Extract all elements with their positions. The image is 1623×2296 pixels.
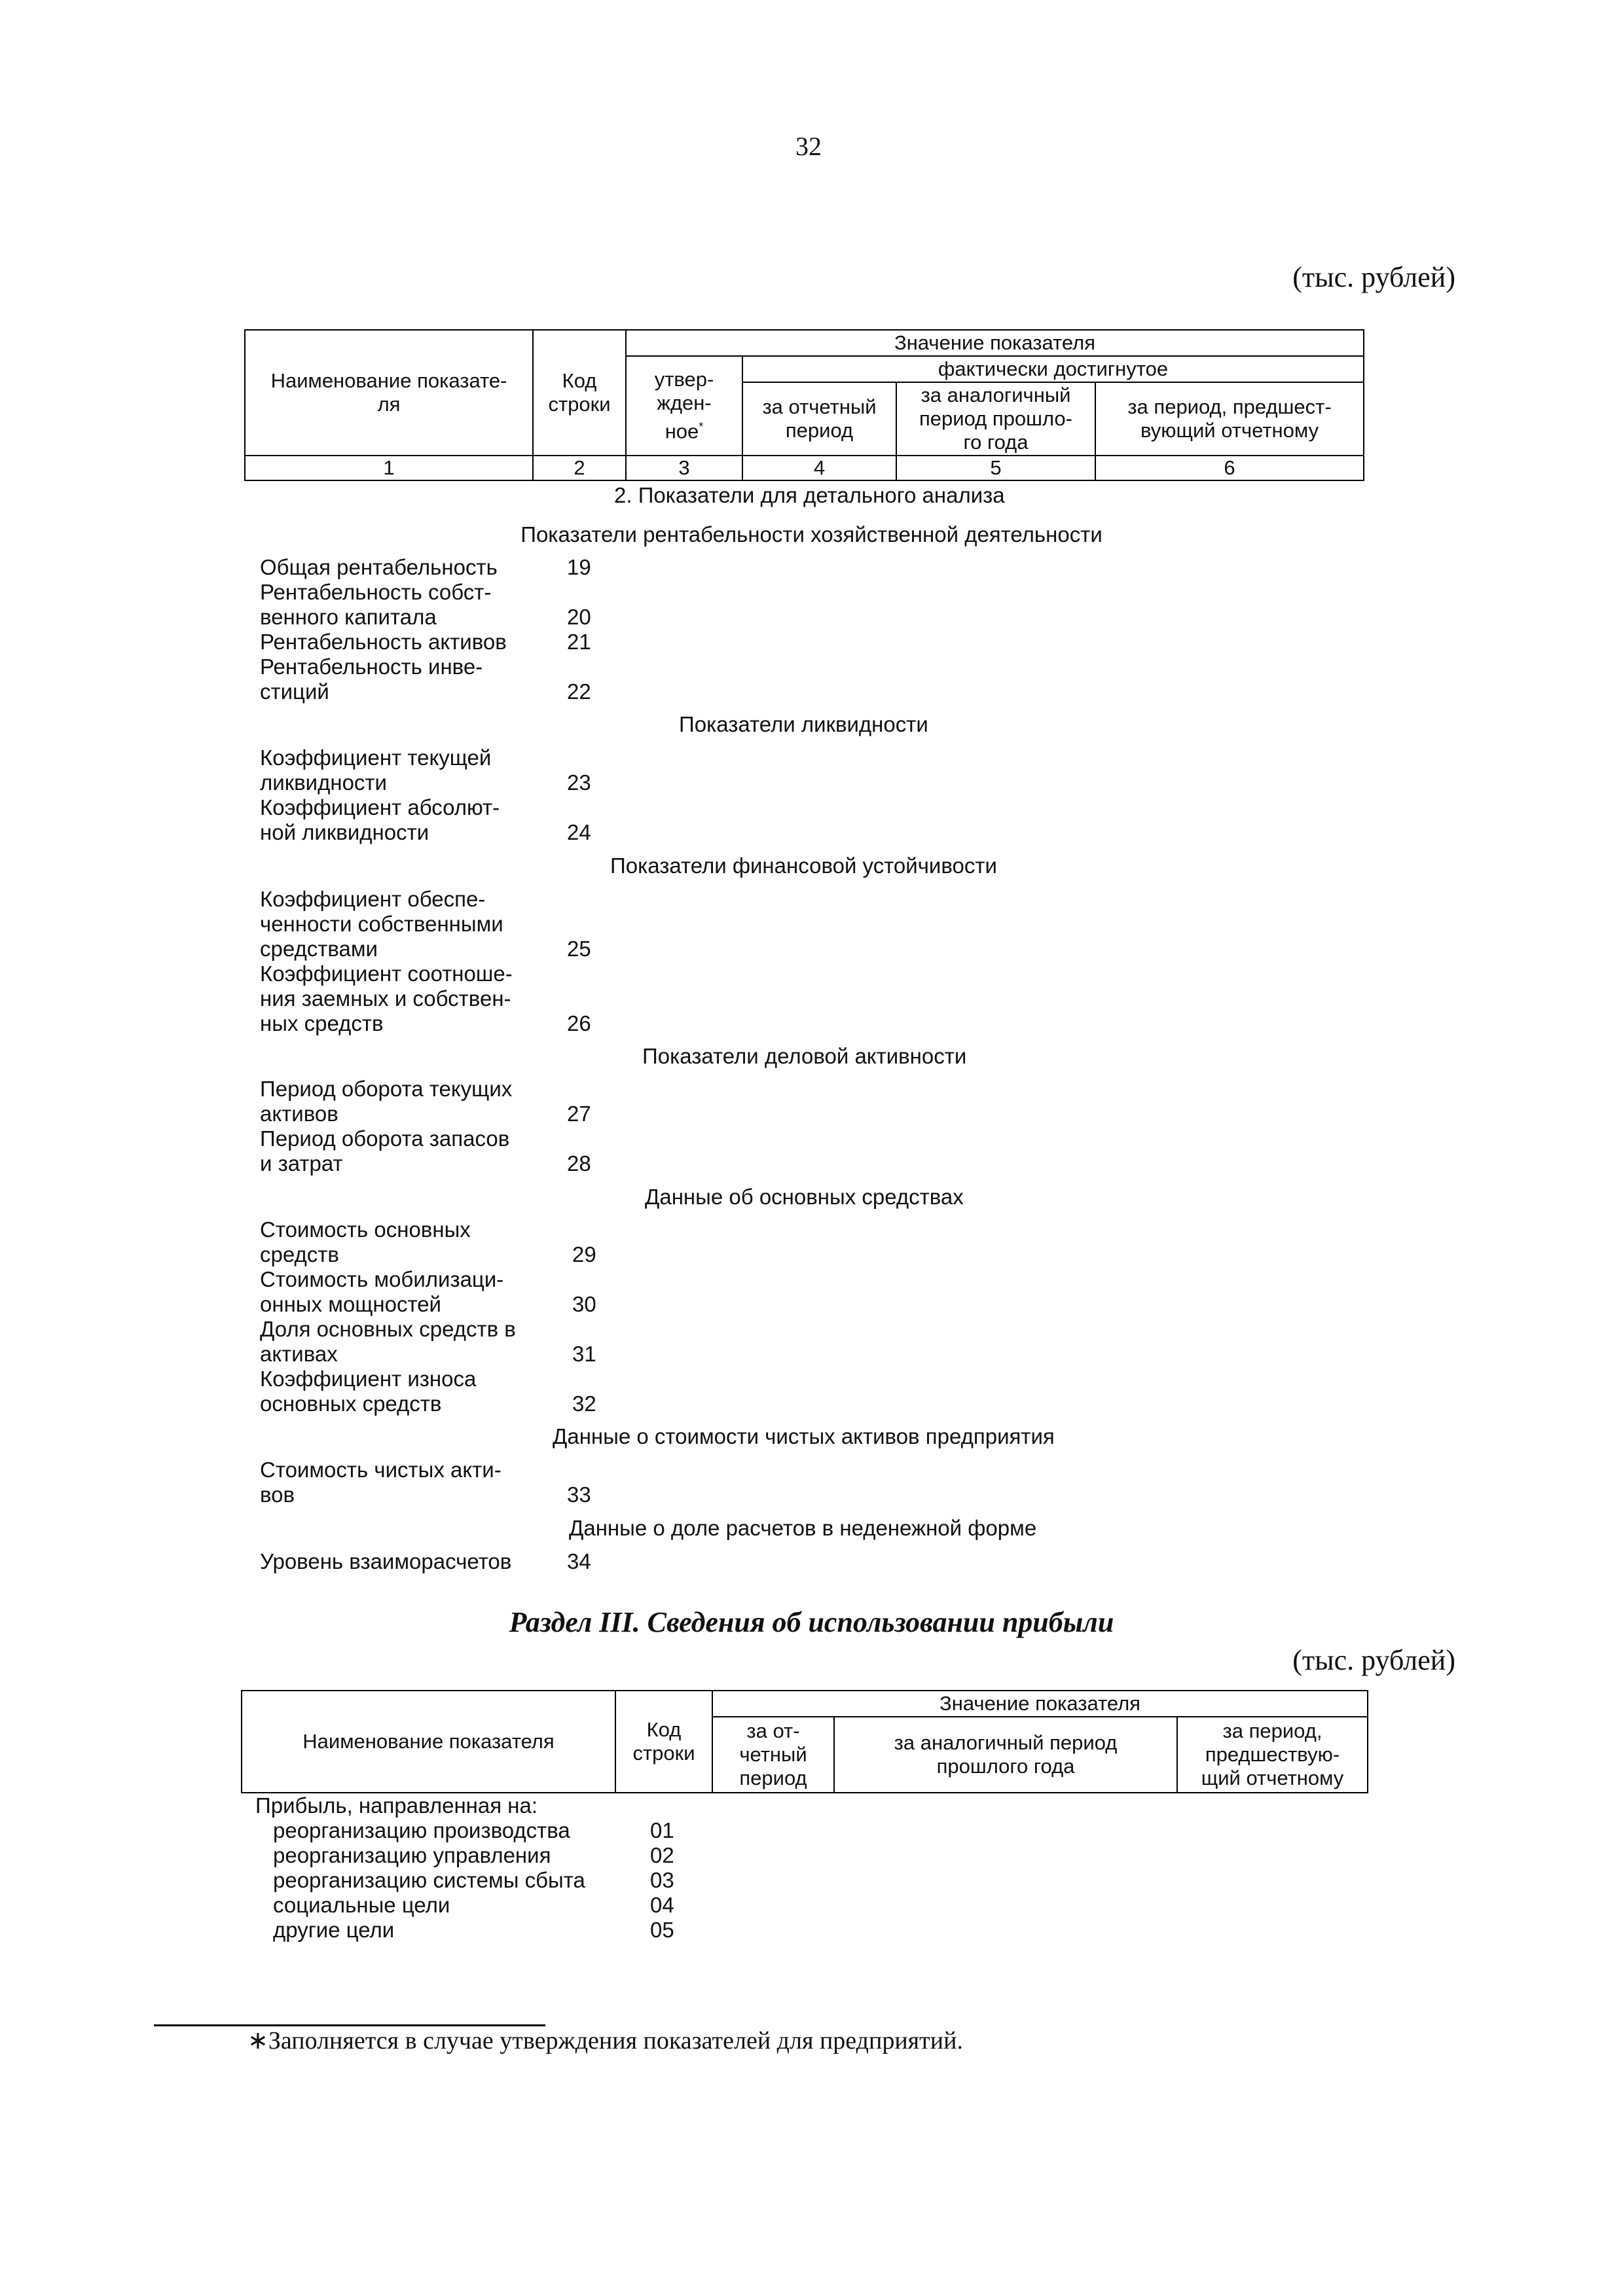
indicator-code: 33 — [567, 1482, 591, 1507]
profit-row-label: другие цели — [273, 1918, 395, 1942]
col-prev-year-header: за аналогичный период прошло- го года — [896, 382, 1095, 456]
col-approved-header — [626, 356, 742, 456]
indicator-code: 27 — [567, 1102, 591, 1126]
indicator-label: Период оборота текущих активов — [260, 1077, 513, 1126]
indicator-code: 24 — [567, 820, 591, 844]
indicator-code: 30 — [572, 1292, 596, 1316]
indicator-code: 26 — [567, 1011, 591, 1035]
indicator-code: 19 — [567, 555, 591, 579]
indicator-label: Коэффициент текущей ликвидности — [260, 745, 492, 795]
page-number: 32 — [795, 132, 822, 161]
footnote: ∗Заполняется в случае утверждения показателей для предприятий. — [247, 2027, 963, 2054]
profit-row-code: 05 — [650, 1918, 674, 1942]
col-number: 2 — [533, 456, 626, 480]
part2-title: 2. Показатели для детального анализа — [614, 483, 1005, 507]
indicator-code: 21 — [567, 630, 591, 654]
section3-units-label: (тыс. рублей) — [1292, 1644, 1455, 1676]
profit-row-code: 04 — [650, 1893, 674, 1917]
indicator-code: 20 — [567, 605, 591, 629]
indicator-label: Уровень взаиморасчетов — [260, 1549, 512, 1573]
indicator-label: Доля основных средств в активах — [260, 1317, 516, 1366]
group-title: Показатели рентабельности хозяйственной деятельности — [520, 522, 1103, 547]
s3-col-reporting-header: за от- четный период — [712, 1717, 834, 1793]
s3-col-preceding-header: за период, предшествую- щий отчетному — [1177, 1717, 1368, 1793]
indicator-label: Рентабельность собст- венного капитала — [260, 580, 492, 629]
group-title: Данные о стоимости чистых активов предприятия — [553, 1424, 1055, 1448]
indicator-label: Коэффициент абсолют- ной ликвидности — [260, 795, 500, 844]
indicator-code: 22 — [567, 679, 591, 704]
indicator-label: Рентабельность инве- стиций — [260, 655, 483, 704]
group-title: Показатели деловой активности — [642, 1044, 967, 1068]
s3-col-code-header: Код строки — [615, 1691, 712, 1793]
col-approved-text: утвер- жден- ное — [654, 368, 714, 443]
group-title: Данные о доле расчетов в неденежной форме — [569, 1516, 1037, 1540]
indicators-header-table — [244, 329, 1364, 481]
approved-footnote-mark: * — [699, 420, 704, 434]
col-reporting-header: за отчетный период — [742, 382, 896, 456]
group-title: Показатели ликвидности — [679, 712, 928, 736]
indicator-label: Период оборота запасов и затрат — [260, 1126, 510, 1175]
col-number: 4 — [742, 456, 896, 480]
profit-row-label: реорганизацию управления — [273, 1843, 551, 1867]
indicator-code: 25 — [567, 937, 591, 961]
indicator-label: Рентабельность активов — [260, 630, 507, 654]
col-number: 3 — [626, 456, 742, 480]
profit-intro: Прибыль, направленная на: — [255, 1793, 538, 1818]
indicator-label: Стоимость основных средств — [260, 1217, 471, 1266]
col-name-header: Наименование показате- ля — [245, 330, 533, 456]
indicator-code: 23 — [567, 770, 591, 795]
indicator-code: 29 — [572, 1242, 596, 1266]
indicator-code: 34 — [567, 1549, 591, 1573]
s3-col-value-header: Значение показателя — [712, 1691, 1368, 1717]
indicator-label: Коэффициент обеспе- ченности собственными средствами — [260, 887, 503, 961]
profit-row-label: реорганизацию производства — [273, 1818, 570, 1842]
profit-row-code: 03 — [650, 1868, 674, 1892]
indicator-label: Коэффициент износа основных средств — [260, 1367, 477, 1416]
s3-col-name-header: Наименование показателя — [242, 1691, 615, 1793]
indicator-label: Стоимость чистых акти- вов — [260, 1458, 501, 1507]
col-actual-header: фактически достигнутое — [742, 356, 1364, 382]
col-number: 1 — [245, 456, 533, 480]
indicator-code: 31 — [572, 1342, 596, 1366]
group-title: Данные об основных средствах — [645, 1185, 964, 1209]
group-title: Показатели финансовой устойчивости — [610, 853, 997, 878]
col-number: 6 — [1095, 456, 1364, 480]
col-number: 5 — [896, 456, 1095, 480]
col-code-header: Код строки — [533, 330, 626, 456]
col-value-header: Значение показателя — [626, 330, 1364, 356]
indicator-code: 32 — [572, 1391, 596, 1416]
units-label: (тыс. рублей) — [1292, 261, 1455, 293]
profit-row-label: социальные цели — [273, 1893, 450, 1917]
section3-title: Раздел III. Сведения об использовании прибыли — [509, 1606, 1114, 1638]
profit-usage-header-table — [241, 1690, 1368, 1793]
indicator-label: Коэффициент соотноше- ния заемных и собствен- ных средств — [260, 961, 513, 1035]
indicator-code: 28 — [567, 1151, 591, 1175]
indicator-label: Стоимость мобилизаци- онных мощностей — [260, 1267, 504, 1316]
s3-col-prev-year-header: за аналогичный период прошлого года — [834, 1717, 1177, 1793]
profit-row-code: 02 — [650, 1843, 674, 1867]
indicator-label: Общая рентабельность — [260, 555, 498, 579]
col-preceding-header: за период, предшест- вующий отчетному — [1095, 382, 1364, 456]
profit-row-code: 01 — [650, 1818, 674, 1842]
profit-row-label: реорганизацию системы сбыта — [273, 1868, 585, 1892]
